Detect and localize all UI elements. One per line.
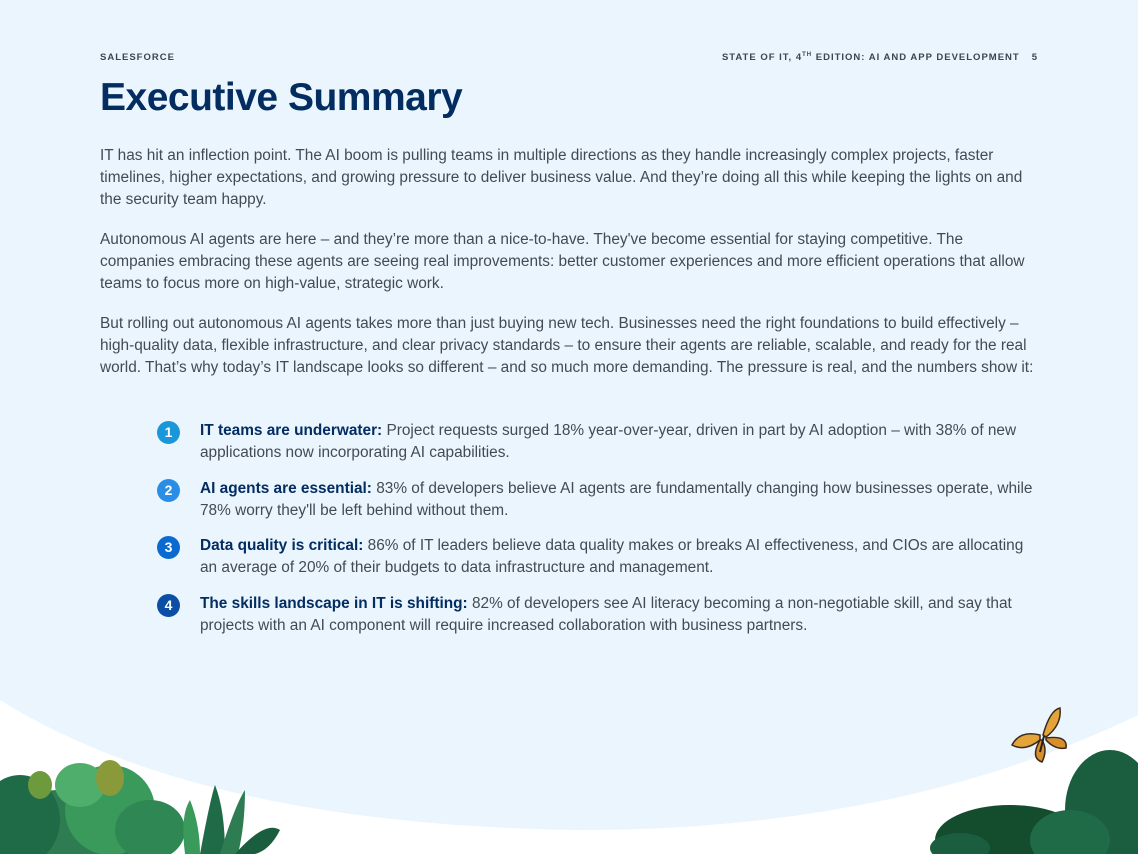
key-point-heading: AI agents are essential:: [200, 480, 372, 497]
number-badge: 3: [157, 536, 180, 559]
key-point-heading: Data quality is critical:: [200, 537, 364, 554]
key-point-body: 86% of IT leaders believe data quality makes or breaks AI effectiveness, and CIOs are allocating an average of 20% of their budgets to data infrastructure and management.: [200, 537, 1024, 577]
key-point-2: [157, 478, 1037, 522]
key-point-1: [157, 420, 1037, 464]
number-badge: 2: [157, 479, 180, 502]
key-point-text: [200, 420, 1037, 464]
key-point-heading: The skills landscape in IT is shifting:: [200, 595, 468, 612]
report-title-suffix: EDITION: AI AND APP DEVELOPMENT: [812, 52, 1020, 63]
key-point-text: [200, 478, 1037, 522]
decorative-landscape: [0, 690, 1138, 854]
key-point-text: [200, 593, 1037, 637]
page-title: Executive Summary: [100, 76, 463, 119]
key-point-body: 82% of developers see AI literacy becoming a non-negotiable skill, and say that projects with an AI component will require increased collaboration with business partners.: [200, 595, 1012, 635]
brand-label: SALESFORCE: [100, 52, 175, 63]
key-point-heading: IT teams are underwater:: [200, 422, 383, 439]
report-header: [722, 52, 1038, 63]
report-title-prefix: STATE OF IT, 4: [721, 52, 803, 63]
page-number: 5: [1031, 52, 1038, 63]
agents-paragraph: Autonomous AI agents are here – and they’re more than a nice-to-have. They've become essential for staying competitive. The companies embracing these agents are seeing real improvements: better customer experiences and more efficient operations that allow teams to focus more on high-value, strategic work.: [100, 231, 1025, 293]
key-point-body: 83% of developers believe AI agents are fundamentally changing how businesses operate, while 78% worry they'll be left behind without them.: [200, 480, 1033, 520]
foundations-paragraph: But rolling out autonomous AI agents takes more than just buying new tech. Businesses need the right foundations to build effectively – high-quality data, flexible infrastructure, and clear privacy standards – to ensure their agents are reliable, scalable, and ready for the real world. That’s why today’s IT landscape looks so different – and so much more demanding. The pressure is real, and the numbers show it:: [100, 315, 1034, 377]
report-title-superscript: TH: [802, 52, 813, 58]
key-point-text: [200, 535, 1037, 579]
number-badge: 4: [157, 594, 180, 617]
key-point-body: Project requests surged 18% year-over-year, driven in part by AI adoption – with 38% of new applications now incorporating AI capabilities.: [200, 422, 1017, 462]
intro-paragraph: IT has hit an inflection point. The AI boom is pulling teams in multiple directions as they handle increasingly complex projects, faster timelines, higher expectations, and growing pressure to deliver business value. And they’re doing all this while keeping the lights on and the security team happy.: [100, 147, 1023, 209]
number-badge: 1: [157, 421, 180, 444]
key-point-4: [157, 593, 1037, 637]
key-point-3: [157, 535, 1037, 579]
